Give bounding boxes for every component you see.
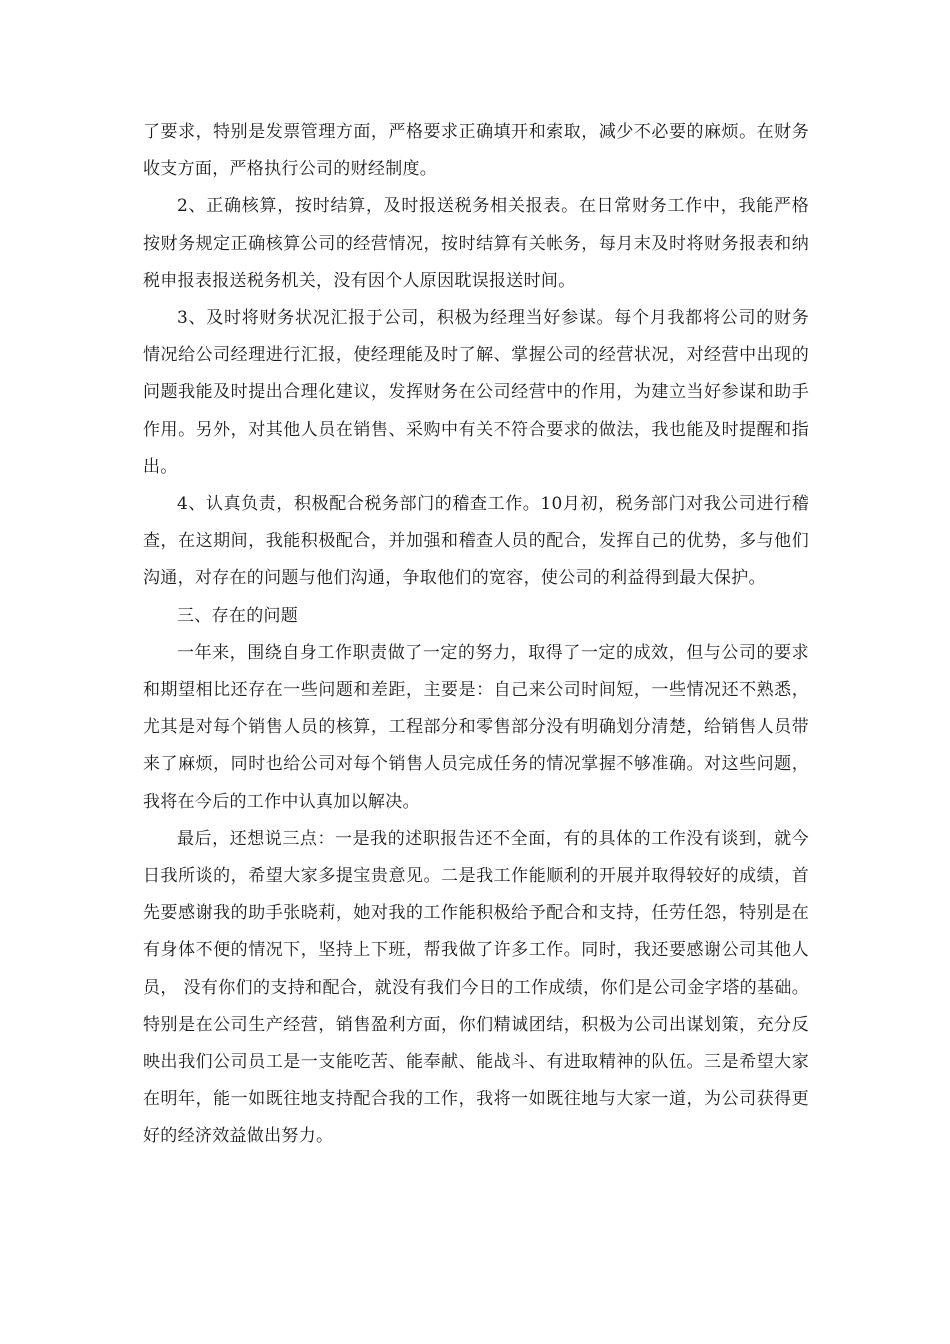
paragraph-item-4: 4、认真负责，积极配合税务部门的稽查工作。10月初，税务部门对我公司进行稽查，在这期间，我能积极配合，并加强和稽查人员的配合，发挥自己的优势，多与他们沟通，对存在的问题与他们沟通，争取他们的宽容，使公司的利益得到最大保护。 — [143, 494, 809, 589]
paragraph-problems: 一年来，围绕自身工作职责做了一定的努力，取得了一定的成效，但与公司的要求和期望相比还存在一些问题和差距，主要是：自己来公司时间短，一些情况还不熟悉，尤其是对每个销售人员的核算，工程部分和零售部分没有明确划分清楚，给销售人员带来了麻烦，同时也给公司对每个销售人员完成任务的情况掌握不够准确。对这些问题，我将在今后的工作中认真加以解决。 — [143, 642, 809, 812]
paragraph-closing: 最后，还想说三点：一是我的述职报告还不全面，有的具体的工作没有谈到，就今日我所谈的，希望大家多提宝贵意见。二是我工作能顺利的开展并取得较好的成绩，首先要感谢我的助手张晓莉，她对我的工作能积极给予配合和支持，任劳任怨，特别是在有身体不便的情况下，坚持上下班，帮我做了许多工作。同时，我还要感谢公司其他人员， 没有你们的支持和配合，就没有我们今日的工作成绩，你们是公司金字塔的基础。特别是在公司生产经营，销售盈利方面，你们精诚团结，积极为公司出谋划策，充分反映出我们公司员工是一支能吃苦、能奉献、能战斗、有进取精神的队伍。三是希望大家在明年，能一如既往地支持配合我的工作，我将一如既往地与大家一道，为公司获得更好的经济效益做出努力。 — [143, 828, 809, 1147]
paragraph-continuation: 了要求，特别是发票管理方面，严格要求正确填开和索取，减少不必要的麻烦。在财务收支方面，严格执行公司的财经制度。 — [143, 122, 809, 180]
paragraph-item-3: 3、及时将财务状况汇报于公司，积极为经理当好参谋。每个月我都将公司的财务情况给公司经理进行汇报，使经理能及时了解、掌握公司的经营状况，对经营中出现的问题我能及时提出合理化建议，发挥财务在公司经营中的作用，为建立当好参谋和助手作用。另外，对其他人员在销售、采购中有关不符合要求的做法，我也能及时提醒和指出。 — [143, 308, 809, 477]
section-heading: 三、存在的问题 — [177, 605, 299, 626]
paragraph-item-2: 2、正确核算，按时结算，及时报送税务相关报表。在日常财务工作中，我能严格按财务规定正确核算公司的经营情况，按时结算有关帐务，每月末及时将财务报表和纳税申报表报送税务机关，没有因个人原因耽误报送时间。 — [143, 196, 809, 291]
document-body — [143, 114, 809, 1156]
